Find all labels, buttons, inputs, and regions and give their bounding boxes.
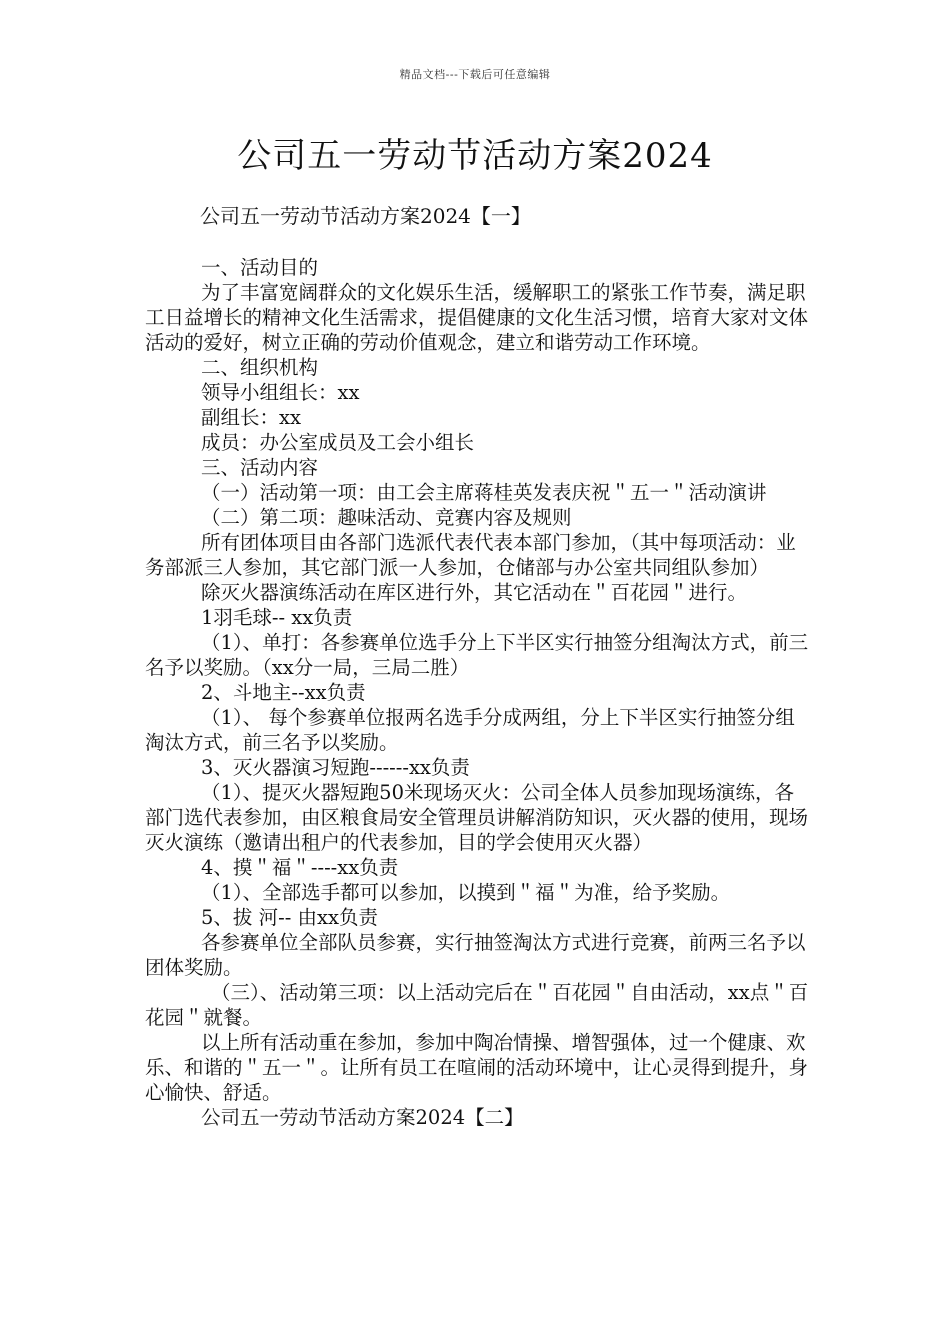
paragraph-item-3: （三）、活动第三项：以上活动完后在＂百花园＂自由活动，xx点＂百花园＂就餐。	[145, 981, 809, 1029]
paragraph-badminton: 1羽毛球-- xx负责	[201, 606, 353, 629]
paragraph-fire-drill-rules: （1）、提灭火器短跑50米现场灭火：公司全体人员参加现场演练，各部门选代表参加，由区粮食局安全管理员讲解消防知识，灭火器的使用，现场灭火演练（邀请出租户的代表参加，目的学会使用灭火器）	[145, 781, 809, 854]
section-heading-2: 公司五一劳动节活动方案2024【二】	[201, 1106, 524, 1129]
paragraph-deputy: 副组长：xx	[201, 406, 301, 429]
paragraph-fire-drill: 3、灭火器演习短跑------xx负责	[201, 756, 470, 779]
paragraph-tug-of-war: 5、拔 河-- 由xx负责	[201, 906, 378, 929]
paragraph-item-1: （一）活动第一项：由工会主席蒋桂英发表庆祝＂五一＂活动演讲	[201, 481, 767, 504]
paragraph-item-2: （二）第二项：趣味活动、竞赛内容及规则	[201, 506, 572, 529]
paragraph-leader: 领导小组组长：xx	[201, 381, 360, 404]
paragraph-closing: 以上所有活动重在参加，参加中陶冶情操、增智强体，过一个健康、欢乐、和谐的＂五一＂。让所有员工在喧闹的活动环境中，让心灵得到提升，身心愉快、舒适。	[145, 1031, 809, 1104]
paragraph-tug-of-war-rules: 各参赛单位全部队员参赛，实行抽签淘汰方式进行竞赛，前两三名予以团体奖励。	[145, 931, 806, 979]
document-body	[145, 255, 813, 1130]
paragraph-cards: 2、斗地主--xx负责	[201, 681, 366, 704]
heading-content: 三、活动内容	[201, 456, 319, 479]
section-heading-1: 公司五一劳动节活动方案2024【一】	[200, 204, 531, 228]
heading-purpose: 一、活动目的	[201, 256, 319, 279]
paragraph-purpose: 为了丰富宽阔群众的文化娱乐生活，缓解职工的紧张工作节奏，满足职工日益增长的精神文化生活需求，提倡健康的文化生活习惯，培育大家对文体活动的爱好，树立正确的劳动价值观念，建立和谐劳动工作环境。	[145, 281, 809, 354]
paragraph-members: 成员：办公室成员及工会小组长	[201, 431, 475, 454]
header-note: 精品文档---下载后可任意编辑	[399, 68, 551, 81]
paragraph-team-rules: 所有团体项目由各部门选派代表代表本部门参加，（其中每项活动：业务部派三人参加，其它部门派一人参加，仓储部与办公室共同组队参加）	[145, 531, 796, 579]
document-title: 公司五一劳动节活动方案2024	[237, 136, 713, 176]
heading-organization: 二、组织机构	[201, 356, 319, 379]
paragraph-fu: 4、摸＂福＂----xx负责	[201, 856, 399, 879]
paragraph-cards-rules: （1）、 每个参赛单位报两名选手分成两组，分上下半区实行抽签分组淘汰方式，前三名予以奖励。	[145, 706, 795, 754]
paragraph-badminton-rules: （1）、单打：各参赛单位选手分上下半区实行抽签分组淘汰方式，前三名予以奖励。（xx分一局，三局二胜）	[145, 631, 809, 679]
paragraph-fu-rules: （1）、全部选手都可以参加，以摸到＂福＂为准，给予奖励。	[201, 881, 731, 904]
paragraph-venue: 除灭火器演练活动在库区进行外，其它活动在＂百花园＂进行。	[201, 581, 748, 604]
